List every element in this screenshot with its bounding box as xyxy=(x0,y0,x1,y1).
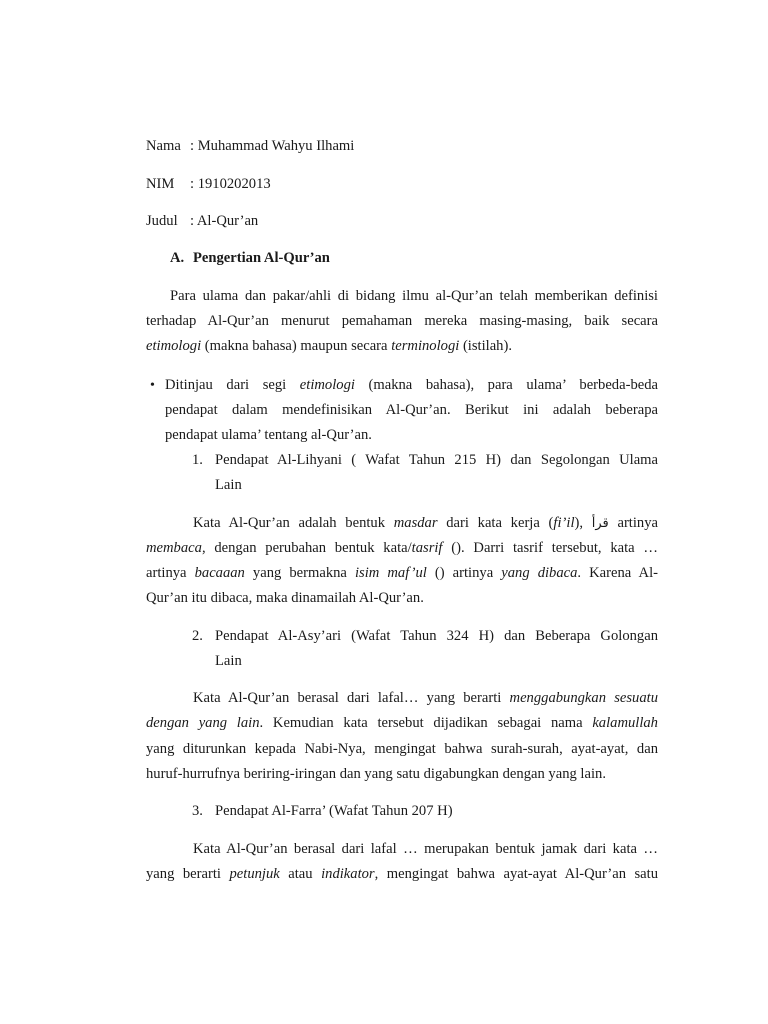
para-term: yang dibaca xyxy=(501,565,578,581)
para-text: , dengan perubahan bentuk kata/ xyxy=(201,540,412,556)
point-1-para-line-2 xyxy=(146,540,658,557)
nim-label: NIM xyxy=(146,176,175,192)
judul-label: Judul xyxy=(146,213,178,229)
point-1-title-line-2: Lain xyxy=(215,477,242,493)
point-3-para-line-2 xyxy=(146,866,658,883)
point-2-para-line-3: yang diturunkan kepada Nabi-Nya, mengingat bahwa surah-surah, ayat-ayat, dan xyxy=(146,741,658,757)
para-term: isim maf’ul xyxy=(354,565,427,581)
point-3-number: 3. xyxy=(192,803,203,819)
point-2-para-line-2 xyxy=(146,715,658,732)
intro-line-2: terhadap Al-Qur’an menurut pemahaman mereka masing-masing, baik secara xyxy=(146,313,658,329)
para-text: () artinya xyxy=(426,565,502,581)
point-1-number: 1. xyxy=(192,452,203,468)
para-text: artinya xyxy=(146,565,195,581)
intro-term-etimologi: etimologi xyxy=(146,338,202,354)
para-text: , mengingat bahwa ayat-ayat Al-Qur’an satu xyxy=(374,866,659,882)
bullet-line-2: pendapat dalam mendefinisikan Al-Qur’an. Berikut ini adalah beberapa xyxy=(165,402,658,418)
point-3-para-line-1: Kata Al-Qur’an berasal dari lafal … merupakan bentuk jamak dari kata … xyxy=(193,841,658,857)
section-title: Pengertian Al-Qur’an xyxy=(193,250,330,266)
para-text: dari kata kerja ( xyxy=(437,515,554,531)
bullet-text: Ditinjau dari segi xyxy=(165,377,300,393)
intro-text: (istilah). xyxy=(459,338,512,354)
name-label: Nama xyxy=(146,138,181,154)
para-term: indikator xyxy=(321,866,375,882)
intro-text: (makna bahasa) maupun secara xyxy=(201,338,392,354)
intro-line-3 xyxy=(146,338,658,355)
para-term: dengan yang lain xyxy=(146,715,260,731)
point-1-para-line-3 xyxy=(146,565,658,582)
intro-term-terminologi: terminologi xyxy=(391,338,460,354)
point-2-para-line-1 xyxy=(193,690,658,707)
point-1-para-line-4: Qur’an itu dibaca, maka dinamailah Al-Qur’an. xyxy=(146,590,424,606)
name-value: : Muhammad Wahyu Ilhami xyxy=(190,138,355,154)
point-2-title-line-2: Lain xyxy=(215,653,242,669)
bullet-line-3: pendapat ulama’ tentang al-Qur’an. xyxy=(165,427,372,443)
para-term: masdar xyxy=(393,515,438,531)
bullet-text: (makna bahasa), para ulama’ berbeda-beda xyxy=(354,377,658,393)
point-1-title-line-1: Pendapat Al-Lihyani ( Wafat Tahun 215 H) dan Segolongan Ulama xyxy=(215,452,658,468)
arabic-word: قرأ xyxy=(591,516,609,531)
section-heading xyxy=(170,250,330,267)
para-term: menggabungkan sesuatu xyxy=(509,690,658,706)
intro-line-1: Para ulama dan pakar/ahli di bidang ilmu al-Qur’an telah memberikan definisi xyxy=(170,288,658,304)
bullet-line-1 xyxy=(165,377,658,394)
para-term: tasrif xyxy=(411,540,443,556)
para-text: Kata Al-Qur’an berasal dari lafal… yang berarti xyxy=(193,690,510,706)
para-text: atau xyxy=(279,866,322,882)
point-3-title-line-1: Pendapat Al-Farra’ (Wafat Tahun 207 H) xyxy=(215,803,453,819)
para-text: (). Darri tasrif tersebut, kata … xyxy=(442,540,659,556)
para-text: Kata Al-Qur’an adalah bentuk xyxy=(193,515,394,531)
nim-value: : 1910202013 xyxy=(190,176,271,192)
para-term: kalamullah xyxy=(592,715,658,731)
para-term: fi’il xyxy=(553,515,575,531)
point-2-para-line-4: huruf-hurrufnya beriring-iringan dan yang satu digabungkan dengan yang lain. xyxy=(146,766,606,782)
para-term: bacaaan xyxy=(194,565,245,581)
para-text: artinya xyxy=(608,515,658,531)
point-2-number: 2. xyxy=(192,628,203,644)
para-text: yang bermakna xyxy=(244,565,355,581)
bullet-term: etimologi xyxy=(299,377,355,393)
para-term: membaca xyxy=(146,540,202,556)
section-letter: A. xyxy=(170,250,185,266)
bullet-dot: • xyxy=(150,378,155,393)
para-text: ), xyxy=(574,515,592,531)
para-text: yang berarti xyxy=(146,866,230,882)
point-2-title-line-1: Pendapat Al-Asy’ari (Wafat Tahun 324 H) dan Beberapa Golongan xyxy=(215,628,658,644)
point-1-para-line-1 xyxy=(193,515,658,532)
para-term: petunjuk xyxy=(229,866,280,882)
para-text: . Karena Al- xyxy=(577,565,658,581)
para-text: . Kemudian kata tersebut dijadikan sebagai nama xyxy=(259,715,593,731)
judul-value: : Al-Qur’an xyxy=(190,213,259,229)
